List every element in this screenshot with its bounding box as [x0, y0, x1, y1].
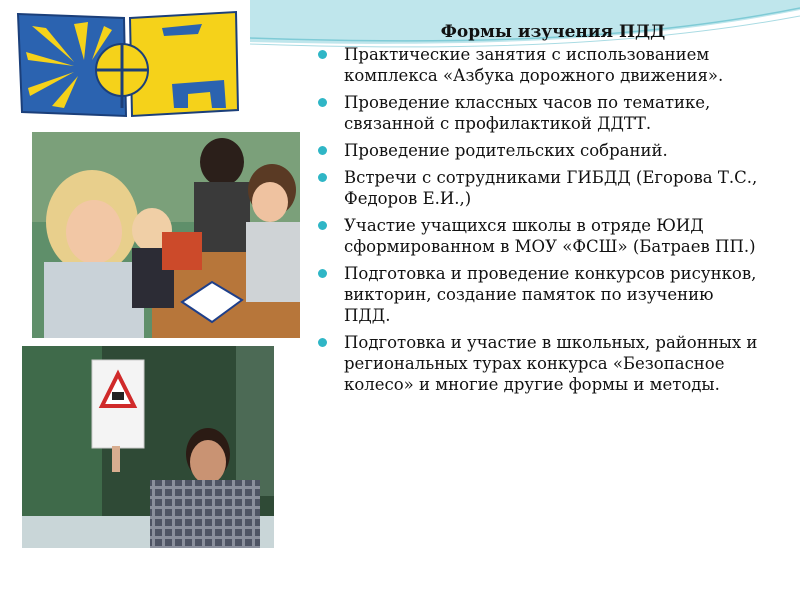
list-item	[318, 167, 758, 209]
bullet-dot-icon	[318, 269, 327, 278]
list-item	[318, 215, 758, 257]
book-sun-logo	[12, 4, 244, 122]
slide-title: Формы изучения ПДД	[440, 22, 666, 42]
bullet-list	[318, 44, 758, 395]
list-item-text: Практические занятия с использованием комплекса «Азбука дорожного движения».	[344, 45, 724, 85]
list-item-text: Подготовка и проведение конкурсов рисунков, викторин, создание памяток по изучению ПДД.	[344, 264, 757, 325]
bullet-dot-icon	[318, 50, 327, 59]
list-item	[318, 332, 758, 395]
list-item	[318, 140, 758, 161]
list-item-text: Встречи с сотрудниками ГИБДД (Егорова Т.С., Федоров Е.И.,)	[344, 168, 758, 208]
list-item-text: Проведение классных часов по тематике, связанной с профилактикой ДДТТ.	[344, 93, 711, 133]
bullet-dot-icon	[318, 338, 327, 347]
list-item	[318, 92, 758, 134]
bullet-dot-icon	[318, 98, 327, 107]
list-item-text: Проведение родительских собраний.	[344, 141, 668, 160]
bullet-dot-icon	[318, 146, 327, 155]
list-item-text: Участие учащихся школы в отряде ЮИД сформированном в МОУ «ФСШ» (Батраев ПП.)	[344, 216, 756, 256]
list-item	[318, 263, 758, 326]
boy-with-sign-photo	[22, 346, 274, 548]
bullet-dot-icon	[318, 173, 327, 182]
list-item	[318, 44, 758, 86]
bullet-dot-icon	[318, 221, 327, 230]
students-photo	[32, 132, 300, 338]
slide-content	[318, 22, 758, 401]
list-item-text: Подготовка и участие в школьных, районных и региональных турах конкурса «Безопасное колесо» и многие другие формы и методы.	[344, 333, 758, 394]
